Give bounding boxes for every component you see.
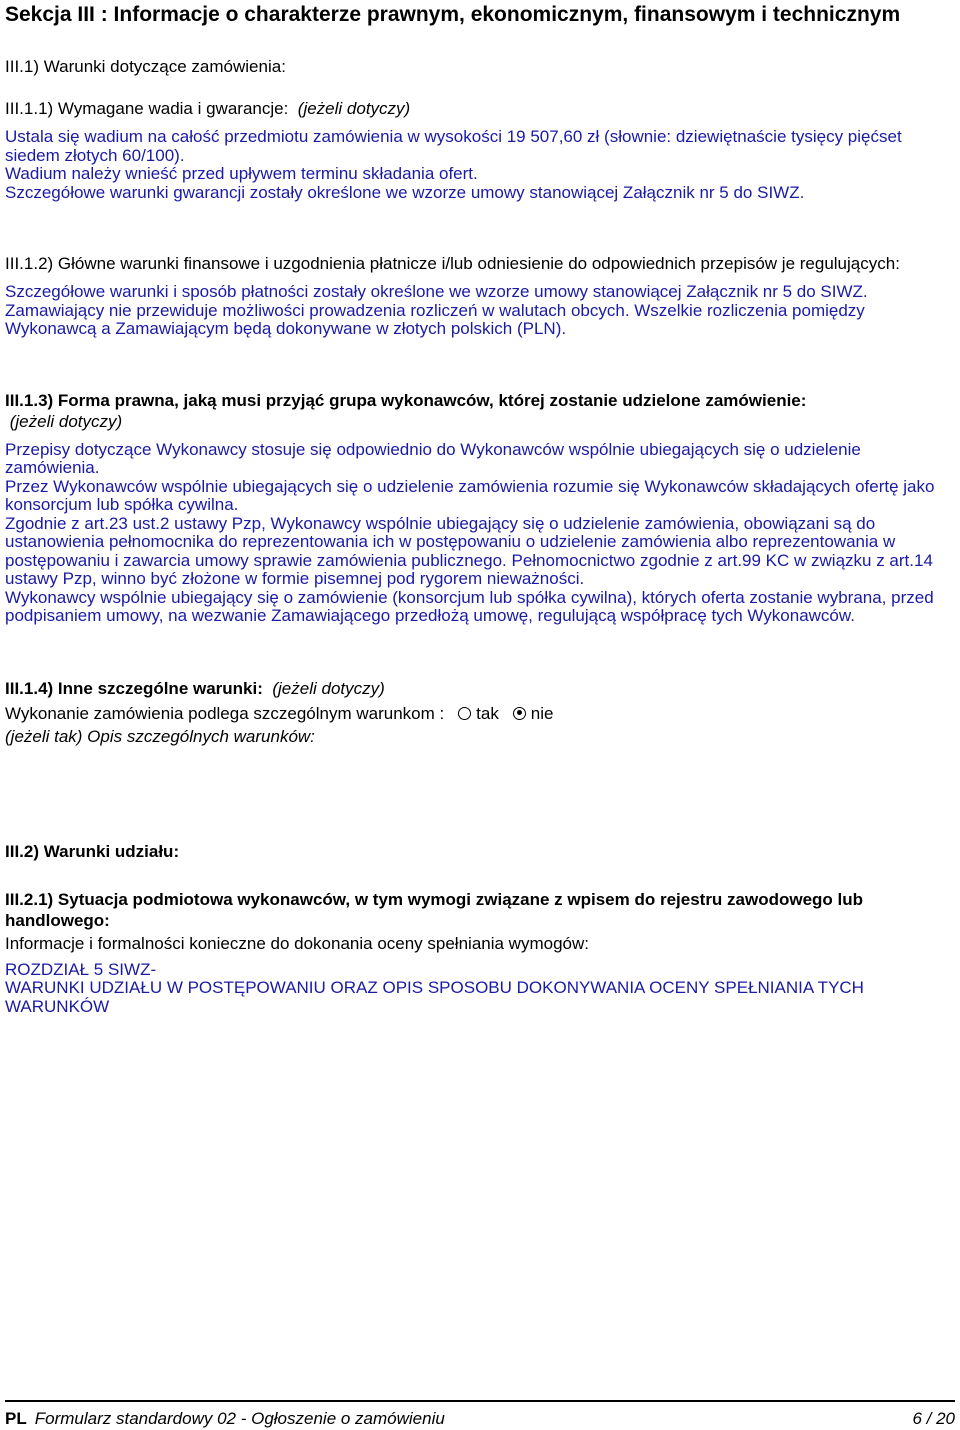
radio-tak[interactable] bbox=[458, 707, 471, 720]
paragraph-rozdzial: ROZDZIAŁ 5 SIWZ- bbox=[5, 959, 157, 979]
heading-iii-1-2: III.1.2) Główne warunki finansowe i uzgodnienia płatnicze i/lub odniesienie do odpowiednich przepisów je regulujących: bbox=[5, 254, 900, 273]
heading-iii-1: III.1) Warunki dotyczące zamówienia: bbox=[5, 57, 286, 76]
special-conditions-question: Wykonanie zamówienia podlega szczególnym warunkom : tak nie bbox=[5, 703, 554, 723]
radio-nie-label: nie bbox=[530, 703, 554, 723]
section-title: Sekcja III : Informacje o charakterze prawnym, ekonomicznym, finansowym i technicznym bbox=[5, 3, 901, 26]
heading-iii-1-1: III.1.1) Wymagane wadia i gwarancje: (jeżeli dotyczy) bbox=[5, 99, 411, 118]
heading-iii-2-1: III.2.1) Sytuacja podmiotowa wykonawców, w tym wymogi związane z wpisem do rejestru zawodowego lub handlowego: bbox=[5, 889, 864, 930]
paragraph-guarantee: Szczegółowe warunki gwarancji zostały określone we wzorze umowy stanowiącej Załącznik nr 5 do SIWZ. bbox=[5, 182, 805, 202]
paragraph-wadium: Ustala się wadium na całość przedmiotu zamówienia w wysokości 19 507,60 zł (słownie: dziewiętnaście tysięcy pięćset siedem złotych 60/100). bbox=[5, 127, 902, 165]
radio-nie[interactable] bbox=[513, 707, 526, 720]
footer-language: PL bbox=[5, 1409, 27, 1428]
footer-form-name: Formularz standardowy 02 - Ogłoszenie o zamówieniu bbox=[34, 1409, 445, 1428]
subheading-formalities: Informacje i formalności konieczne do dokonania oceny spełniania wymogów: bbox=[5, 933, 589, 953]
paragraph-consortium-4: Wykonawcy wspólnie ubiegający się o zamówienie (konsorcjum lub spółka cywilna), których oferta zostanie wybrana, przed podpisaniem umowy, na wezwanie Zamawiającego przedłożą umowę, regulującą współpracę tych Wykonawców. bbox=[5, 587, 934, 625]
document-page bbox=[5, 0, 955, 1016]
paragraph-warunki-udzialu: WARUNKI UDZIAŁU W POSTĘPOWANIU ORAZ OPIS SPOSOBU DOKONYWANIA OCENY SPEŁNIANIA TYCH WARUNKÓW bbox=[5, 978, 864, 1016]
heading-iii-2: III.2) Warunki udziału: bbox=[5, 841, 180, 861]
page-footer bbox=[5, 1400, 955, 1428]
paragraph-consortium-3: Zgodnie z art.23 ust.2 ustawy Pzp, Wykonawcy wspólnie ubiegający się o udzielenie zamówienia, obowiązani są do ustanowienia pełnomocnika do reprezentowania ich w postępowaniu o udzielenie zamówienia albo reprezentowania w postępowaniu i zawarcia umowy sprawie zamówienia publicznego. Pełnomocnictwo zgodnie z art.99 KC w związku z art.14 ustawy Pzp, winno być złożone w formie pisemnej pod rygorem nieważności. bbox=[5, 513, 933, 588]
paragraph-wadium-deadline: Wadium należy wnieść przed upływem terminu składania ofert. bbox=[5, 164, 478, 183]
paragraph-payment: Szczegółowe warunki i sposób płatności zostały określone we wzorze umowy stanowiącej Załącznik nr 5 do SIWZ. bbox=[5, 282, 868, 301]
special-conditions-description-label: (jeżeli tak) Opis szczególnych warunków: bbox=[5, 726, 315, 746]
footer-page-number: 6 / 20 bbox=[912, 1409, 955, 1428]
paragraph-consortium-2: Przez Wykonawców wspólnie ubiegających się o udzielenie zamówienia rozumie się Wykonawców składających ofertę jako konsorcjum lub spółka cywilna. bbox=[5, 476, 935, 514]
paragraph-currency: Zamawiający nie przewiduje możliwości prowadzenia rozliczeń w walutach obcych. Wszelkie rozliczenia pomiędzy Wykonawcą a Zamawiającym będą dokonywane w złotych polskich (PLN). bbox=[5, 300, 865, 338]
heading-iii-1-3: III.1.3) Forma prawna, jaką musi przyjąć grupa wykonawców, której zostanie udzielone zamówienie: (jeżeli dotyczy) bbox=[5, 390, 807, 431]
radio-tak-label: tak bbox=[476, 703, 499, 723]
paragraph-consortium-1: Przepisy dotyczące Wykonawcy stosuje się odpowiednio do Wykonawców wspólnie ubiegających się o udzielenie zamówienia. bbox=[5, 439, 861, 477]
heading-iii-1-4: III.1.4) Inne szczególne warunki: (jeżeli dotyczy) bbox=[5, 678, 385, 698]
